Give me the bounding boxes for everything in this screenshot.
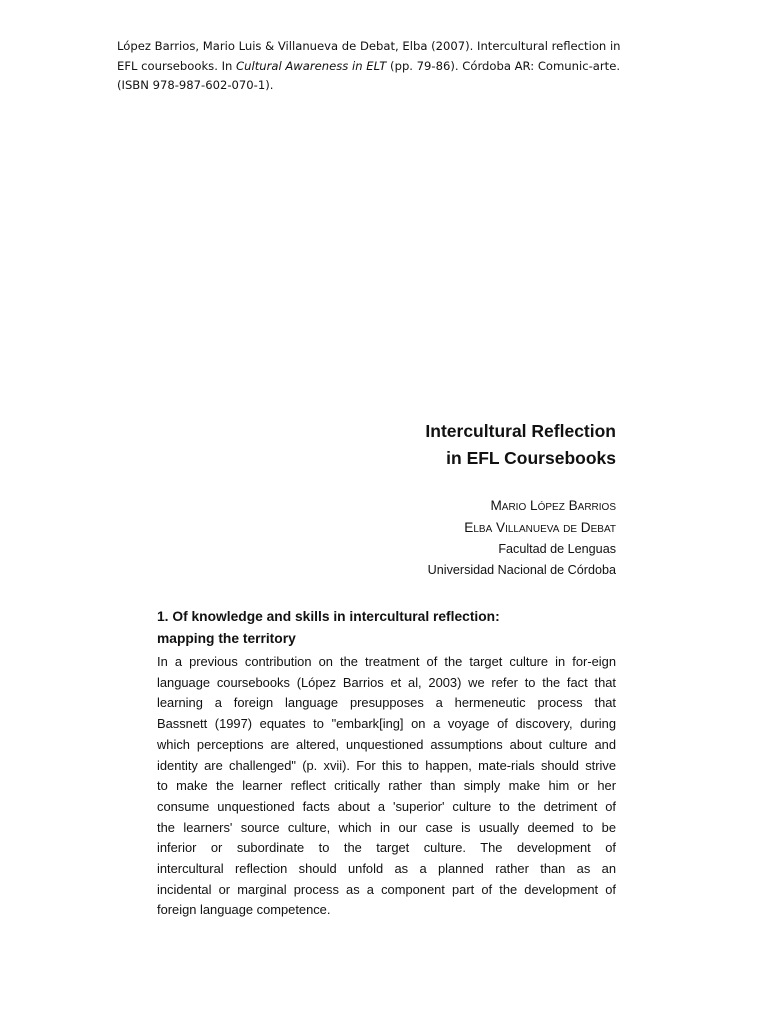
citation-line: (ISBN 978-987-602-070-1). (117, 78, 274, 92)
author-block (428, 495, 616, 581)
article-title (425, 418, 616, 472)
title-line: in EFL Coursebooks (446, 448, 616, 468)
citation-text: (pp. 79-86). Córdoba AR: Comunic-arte. (386, 58, 621, 73)
body-line: foreign language competence. (157, 902, 331, 918)
book-title: Cultural Awareness in ELT (236, 58, 387, 73)
body-line: inferior or subordinate to the target culture. The development of (157, 840, 616, 856)
faculty: Facultad de Lenguas (498, 542, 616, 556)
heading-line: mapping the territory (157, 631, 296, 646)
citation-line (117, 57, 637, 77)
heading-line: 1. Of knowledge and skills in intercultural reflection: (157, 609, 500, 624)
body-paragraph (157, 652, 616, 921)
body-line: Bassnett (1997) equates to "embark[ing] on a voyage of discovery, during (157, 716, 616, 732)
body-line: the learners' source culture, which in our case is usually deemed to be (157, 819, 616, 835)
body-line: In a previous contribution on the treatment of the target culture in for-eign (157, 654, 616, 669)
body-line: identity are challenged" (p. xvii). For this to happen, mate-rials should strive (157, 757, 616, 773)
citation-text: EFL coursebooks. In (117, 58, 237, 73)
body-line: language coursebooks (López Barrios et al, 2003) we refer to the fact that (157, 674, 616, 690)
body-line: to make the learner reflect critically rather than simply make him or her (157, 778, 616, 794)
title-line: Intercultural Reflection (425, 421, 616, 441)
body-line: which perceptions are altered, unquestioned assumptions about culture and (157, 736, 616, 752)
author-name: Mario López Barrios (490, 498, 616, 513)
citation (117, 37, 637, 96)
body-line: incidental or marginal process as a component part of the development of (157, 881, 616, 897)
section-heading (157, 606, 617, 650)
citation-line: López Barrios, Mario Luis & Villanueva de Debat, Elba (2007). Intercultural reflection in (117, 39, 621, 53)
university: Universidad Nacional de Córdoba (427, 563, 616, 577)
author-name: Elba Villanueva de Debat (464, 520, 616, 535)
body-line: learning a foreign language presupposes a hermeneutic process that (157, 695, 616, 711)
body-line: intercultural reflection should unfold as a planned rather than as an (157, 861, 616, 877)
body-line: consume unquestioned facts about a 'superior' culture to the detriment of (157, 798, 616, 814)
